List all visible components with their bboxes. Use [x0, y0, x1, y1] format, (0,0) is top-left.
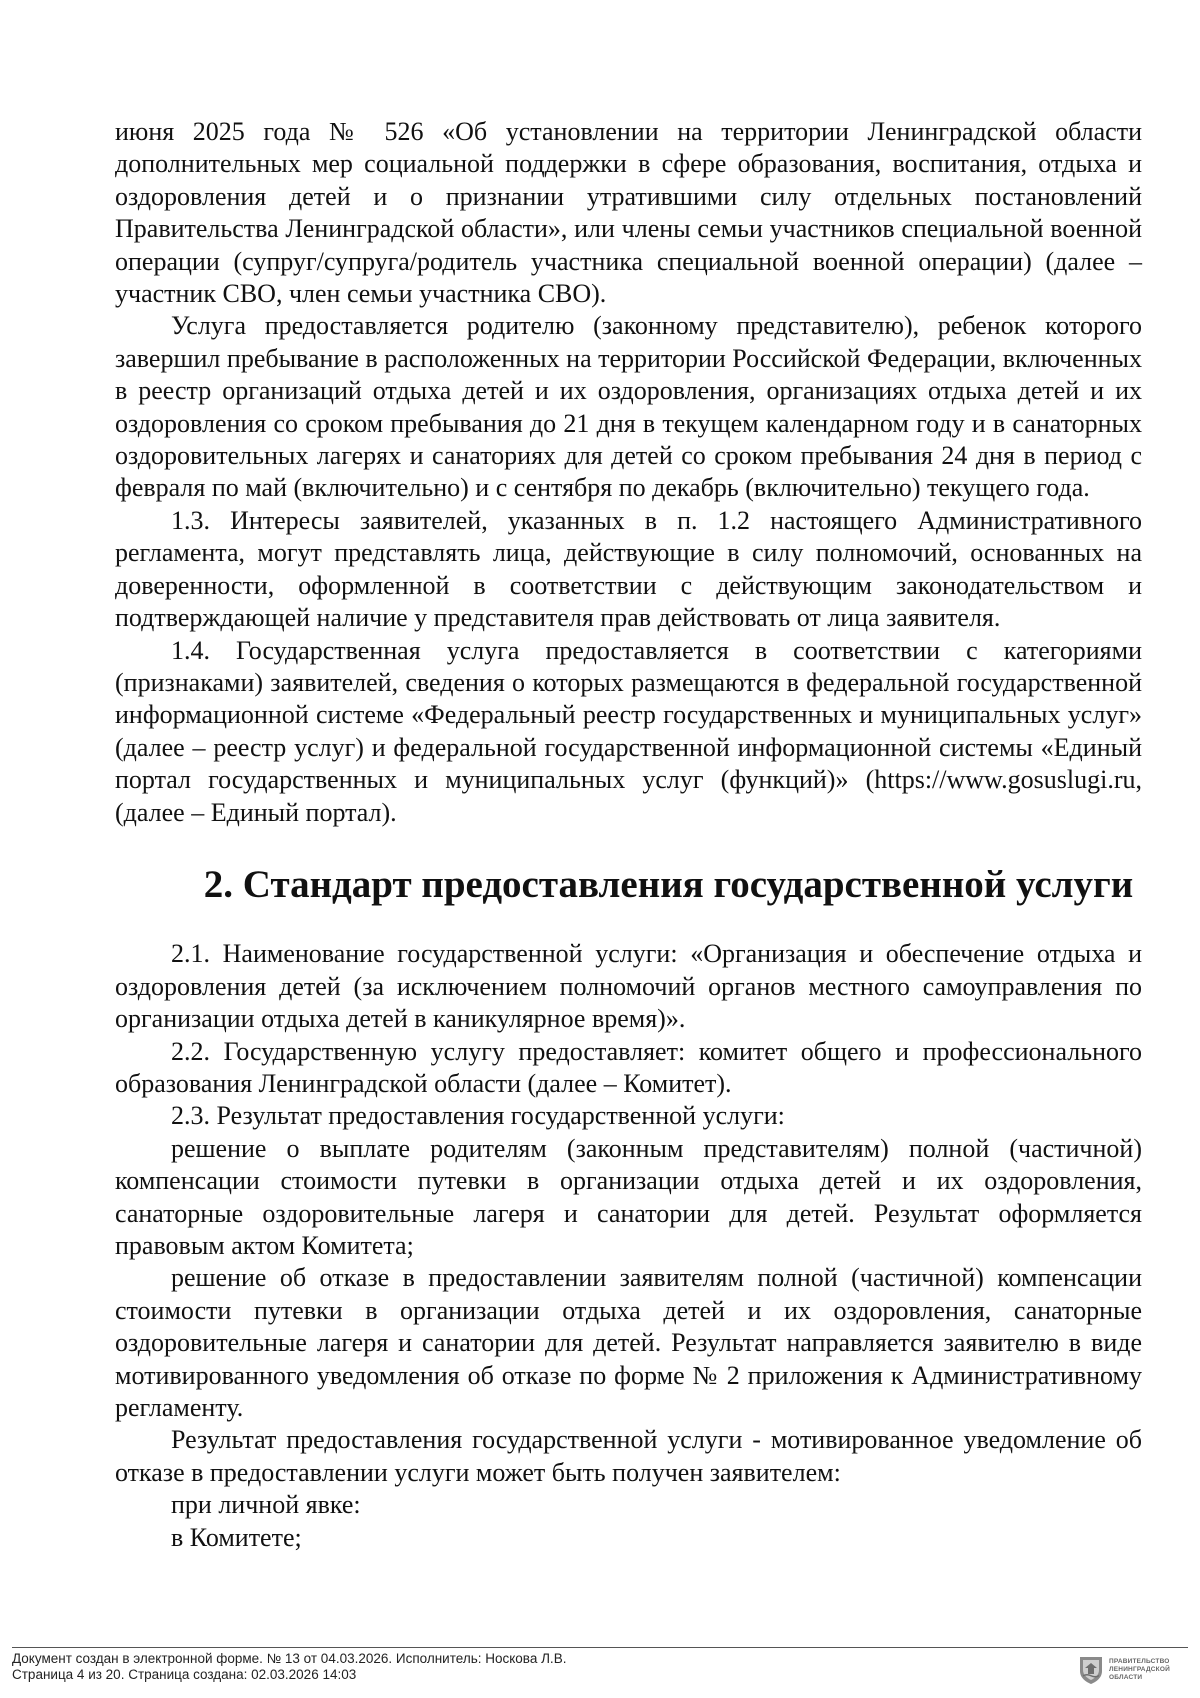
- paragraph-at-committee: в Комитете;: [171, 1522, 302, 1552]
- document-footer: [12, 1647, 1188, 1683]
- paragraph-in-person: при личной явке:: [171, 1490, 361, 1520]
- document-body: [115, 116, 1142, 1554]
- section-heading: 2. Стандарт предоставления государственной услуги: [203, 862, 1134, 906]
- paragraph-decision-refusal: решение об отказе в предоставлении заявителям полной (частичной) компенсации стоимости путевки в организации отдыха детей и их оздоровления, санаторные оздоровительные лагеря и санатории для детей. Результат направляется заявителю в виде мотивированного уведомления об отказе по форме № 2 приложения к Административному регламенту.: [115, 1263, 1142, 1423]
- paragraph-result-receipt: Результат предоставления государственной услуги - мотивированное уведомление об отказе в предоставлении услуги может быть получен заявителем:: [115, 1425, 1142, 1487]
- footer-doc-info: Документ создан в электронной форме. № 13 от 04.03.2026. Исполнитель: Носкова Л.В.: [12, 1651, 567, 1666]
- paragraph-continuation: июня 2025 года № 526 «Об установлении на территории Ленинградской области дополнительных мер социальной поддержки в сфере образования, воспитания, отдыха и оздоровления детей и о признании утратившими силу отдельных постановлений Правительства Ленинградской области», или члены семьи участников специальной военной операции (супруг/супруга/родитель участника специальной военной операции) (далее – участник СВО, член семьи участника СВО).: [115, 117, 1142, 309]
- logo-text: ПРАВИТЕЛЬСТВО ЛЕНИНГРАДСКОЙ ОБЛАСТИ: [1109, 1658, 1170, 1681]
- footer-page-info: Страница 4 из 20. Страница создана: 02.03.2026 14:03: [12, 1667, 357, 1682]
- paragraph-decision-payment: решение о выплате родителям (законным представителям) полной (частичной) компенсации стоимости путевки в организации отдыха детей и их оздоровления, санаторные оздоровительные лагеря и санатории для детей. Результат оформляется правовым актом Комитета;: [115, 1133, 1142, 1260]
- government-logo: [1078, 1653, 1178, 1687]
- paragraph-1-4: 1.4. Государственная услуга предоставляется в соответствии с категориями (признаками) заявителей, сведения о которых размещаются в федеральной государственной информационной системе «Федеральный реестр государственных и муниципальных услуг» (далее – реестр услуг) и федеральной государственной информационной системы «Единый портал государственных и муниципальных услуг (функций)» (https://www.gosuslugi.ru, (далее – Единый портал).: [115, 635, 1142, 827]
- coat-of-arms-icon: [1078, 1655, 1104, 1685]
- paragraph-2-2: 2.2. Государственную услугу предоставляет: комитет общего и профессионального образования Ленинградской области (далее – Комитет).: [115, 1036, 1142, 1098]
- paragraph-service-provision: Услуга предоставляется родителю (законному представителю), ребенок которого завершил пребывание в расположенных на территории Российской Федерации, включенных в реестр организаций отдыха детей и их оздоровления, организациях отдыха детей и их оздоровления со сроком пребывания до 21 дня в текущем календарном году и в санаторных оздоровительных лагерях и санаториях для детей со сроком пребывания 24 дня в период с февраля по май (включительно) и с сентября по декабрь (включительно) текущего года.: [115, 311, 1142, 503]
- paragraph-2-3: 2.3. Результат предоставления государственной услуги:: [171, 1101, 785, 1131]
- paragraph-2-1: 2.1. Наименование государственной услуги: «Организация и обеспечение отдыха и оздоровления детей (за исключением полномочий органов местного самоуправления по организации отдыха детей в каникулярное время)».: [115, 939, 1142, 1034]
- paragraph-1-3: 1.3. Интересы заявителей, указанных в п. 1.2 настоящего Административного регламента, могут представлять лица, действующие в силу полномочий, основанных на доверенности, оформленной в соответствии с действующим законодательством и подтверждающей наличие у представителя прав действовать от лица заявителя.: [115, 505, 1142, 633]
